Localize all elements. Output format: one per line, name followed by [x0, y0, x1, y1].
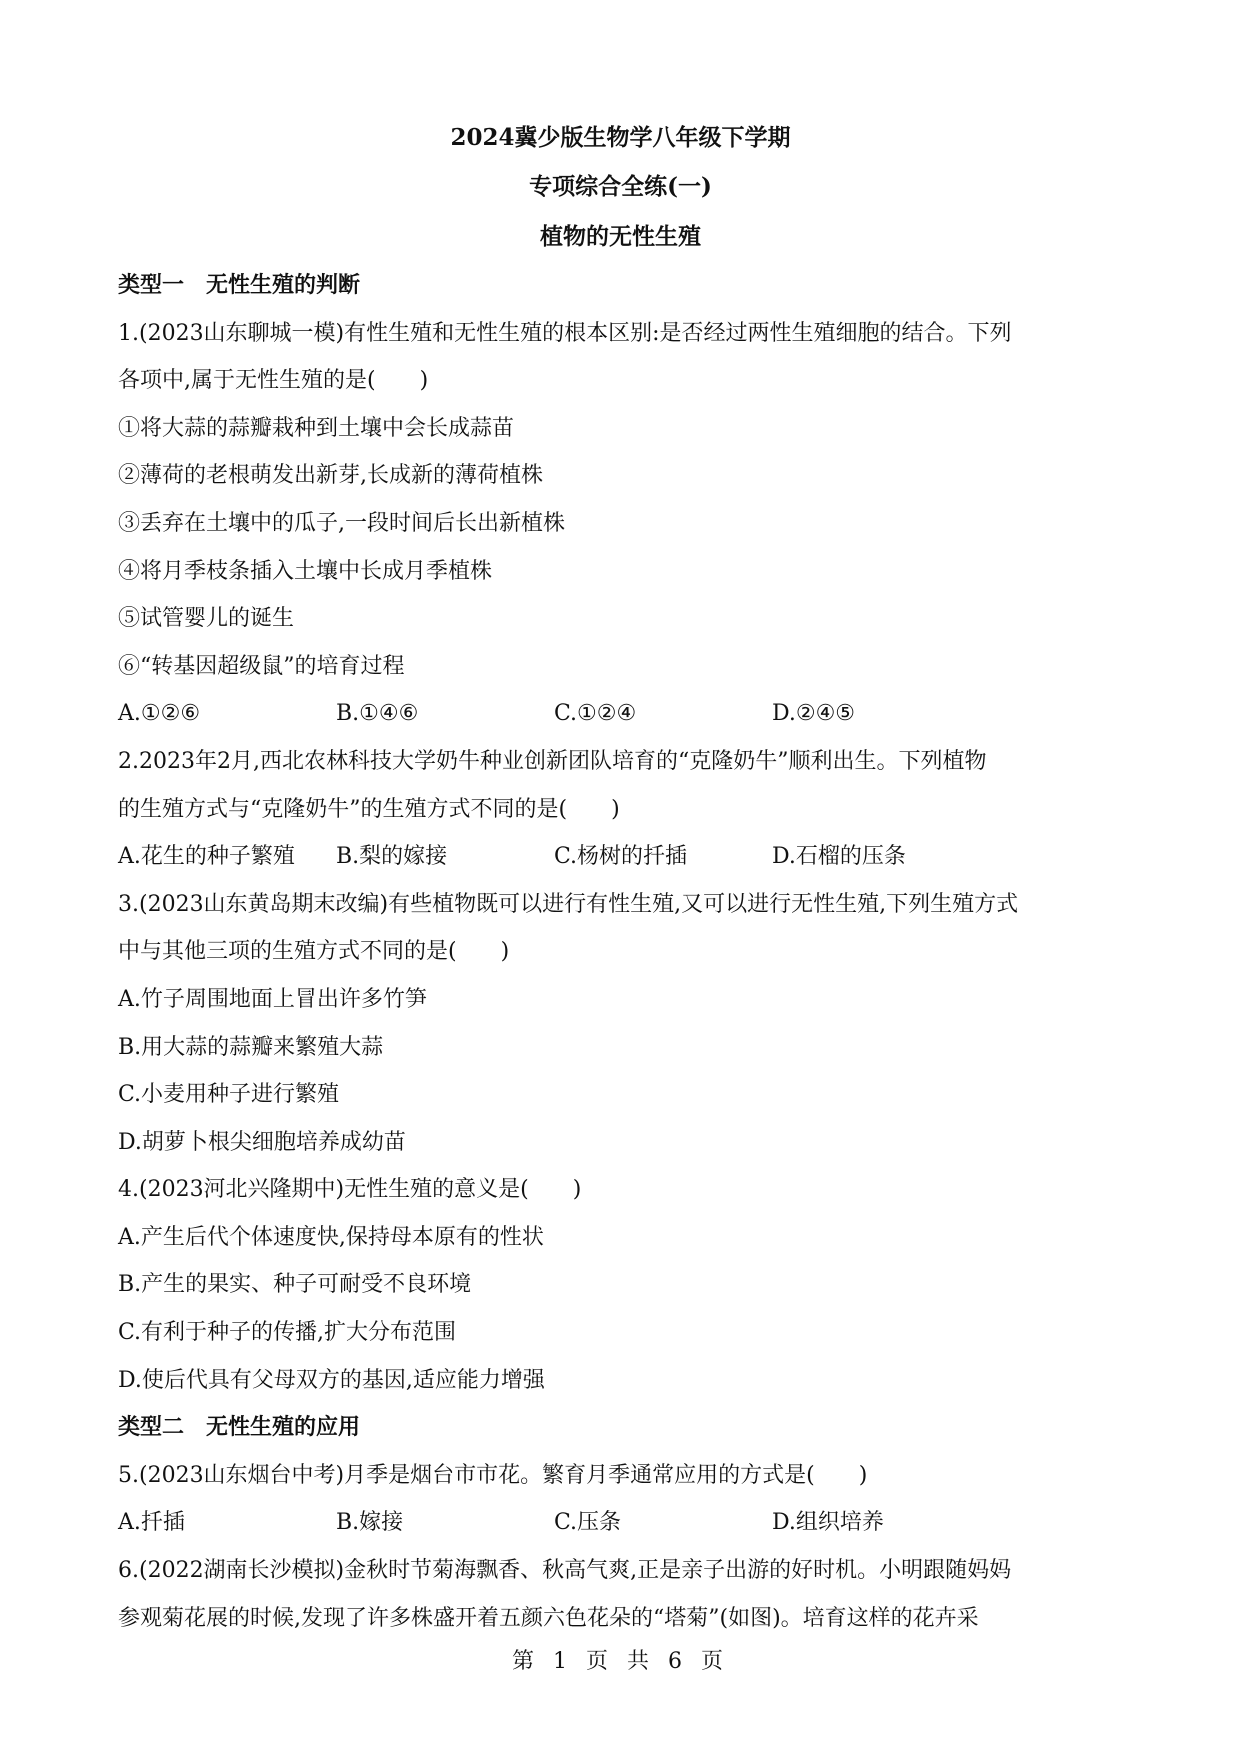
q5-option-b[interactable]: B.嫁接 — [336, 1510, 404, 1536]
q5-option-a[interactable]: A.扦插 — [118, 1510, 185, 1536]
q1-option-c[interactable]: C.①②④ — [554, 701, 637, 727]
q3-option-c[interactable]: C.小麦用种子进行繁殖 — [118, 1082, 340, 1108]
q2-options — [118, 833, 1128, 881]
q3-option-a[interactable]: A.竹子周围地面上冒出许多竹笋 — [118, 986, 427, 1012]
q3-stem-line-2: 中与其他三项的生殖方式不同的是( ) — [118, 939, 510, 965]
q1-item-4: ④将月季枝条插入土壤中长成月季植株 — [118, 558, 493, 584]
q4-option-a[interactable]: A.产生后代个体速度快,保持母本原有的性状 — [118, 1224, 544, 1250]
q2-option-a[interactable]: A.花生的种子繁殖 — [118, 844, 295, 870]
q1-option-b[interactable]: B.①④⑥ — [336, 701, 419, 727]
q5-option-c[interactable]: C.压条 — [554, 1510, 622, 1536]
q2-option-c[interactable]: C.杨树的扦插 — [554, 844, 688, 870]
q1-item-3: ③丢弃在土壤中的瓜子,一段时间后长出新植株 — [118, 510, 565, 536]
document-title: 2024冀少版生物学八年级下学期 — [450, 124, 791, 151]
q5-options — [118, 1499, 1128, 1547]
page-footer: 第 1 页 共 6 页 — [512, 1649, 729, 1674]
q2-option-b[interactable]: B.梨的嫁接 — [336, 844, 448, 870]
q6-stem-line-1: 6.(2022湖南长沙模拟)金秋时节菊海飘香、秋高气爽,正是亲子出游的好时机。小明跟随妈妈 — [118, 1558, 1012, 1584]
q3-option-b[interactable]: B.用大蒜的蒜瓣来繁殖大蒜 — [118, 1034, 384, 1060]
q1-option-a[interactable]: A.①②⑥ — [118, 701, 201, 727]
q1-item-2: ②薄荷的老根萌发出新芽,长成新的薄荷植株 — [118, 463, 543, 489]
q5-option-d[interactable]: D.组织培养 — [772, 1510, 884, 1536]
q4-stem-line-1: 4.(2023河北兴隆期中)无性生殖的意义是( ) — [118, 1177, 582, 1203]
q1-item-5: ⑤试管婴儿的诞生 — [118, 606, 295, 632]
q2-stem-line-1: 2.2023年2月,西北农林科技大学奶牛种业创新团队培育的“克隆奶牛”顺利出生。下列植物 — [118, 748, 987, 774]
q2-stem-line-2: 的生殖方式与“克隆奶牛”的生殖方式不同的是( ) — [118, 796, 620, 822]
document-subtitle: 专项综合全练(一) — [529, 173, 712, 200]
q4-option-c[interactable]: C.有利于种子的传播,扩大分布范围 — [118, 1320, 457, 1346]
q1-stem-line-2: 各项中,属于无性生殖的是( ) — [118, 368, 429, 394]
q1-item-6: ⑥“转基因超级鼠”的培育过程 — [118, 653, 405, 679]
q5-stem-line-1: 5.(2023山东烟台中考)月季是烟台市市花。繁育月季通常应用的方式是( ) — [118, 1462, 868, 1488]
q4-option-b[interactable]: B.产生的果实、种子可耐受不良环境 — [118, 1272, 472, 1298]
q3-stem-line-1: 3.(2023山东黄岛期末改编)有些植物既可以进行有性生殖,又可以进行无性生殖,下列生殖方式 — [118, 891, 1019, 917]
q1-options — [118, 690, 1128, 738]
q4-option-d[interactable]: D.使后代具有父母双方的基因,适应能力增强 — [118, 1367, 545, 1393]
document-topic: 植物的无性生殖 — [540, 223, 701, 250]
q2-option-d[interactable]: D.石榴的压条 — [772, 844, 906, 870]
q1-stem-line-1: 1.(2023山东聊城一模)有性生殖和无性生殖的根本区别:是否经过两性生殖细胞的结合。下列 — [118, 320, 1012, 346]
section-title-1: 类型一 无性生殖的判断 — [118, 272, 361, 298]
q1-item-1: ①将大蒜的蒜瓣栽种到土壤中会长成蒜苗 — [118, 415, 515, 441]
q3-option-d[interactable]: D.胡萝卜根尖细胞培养成幼苗 — [118, 1129, 406, 1155]
q6-stem-line-2: 参观菊花展的时候,发现了许多株盛开着五颜六色花朵的“塔菊”(如图)。培育这样的花卉采 — [118, 1605, 979, 1631]
question-list — [118, 262, 1128, 1642]
section-title-2: 类型二 无性生殖的应用 — [118, 1414, 361, 1441]
q1-option-d[interactable]: D.②④⑤ — [772, 701, 856, 727]
